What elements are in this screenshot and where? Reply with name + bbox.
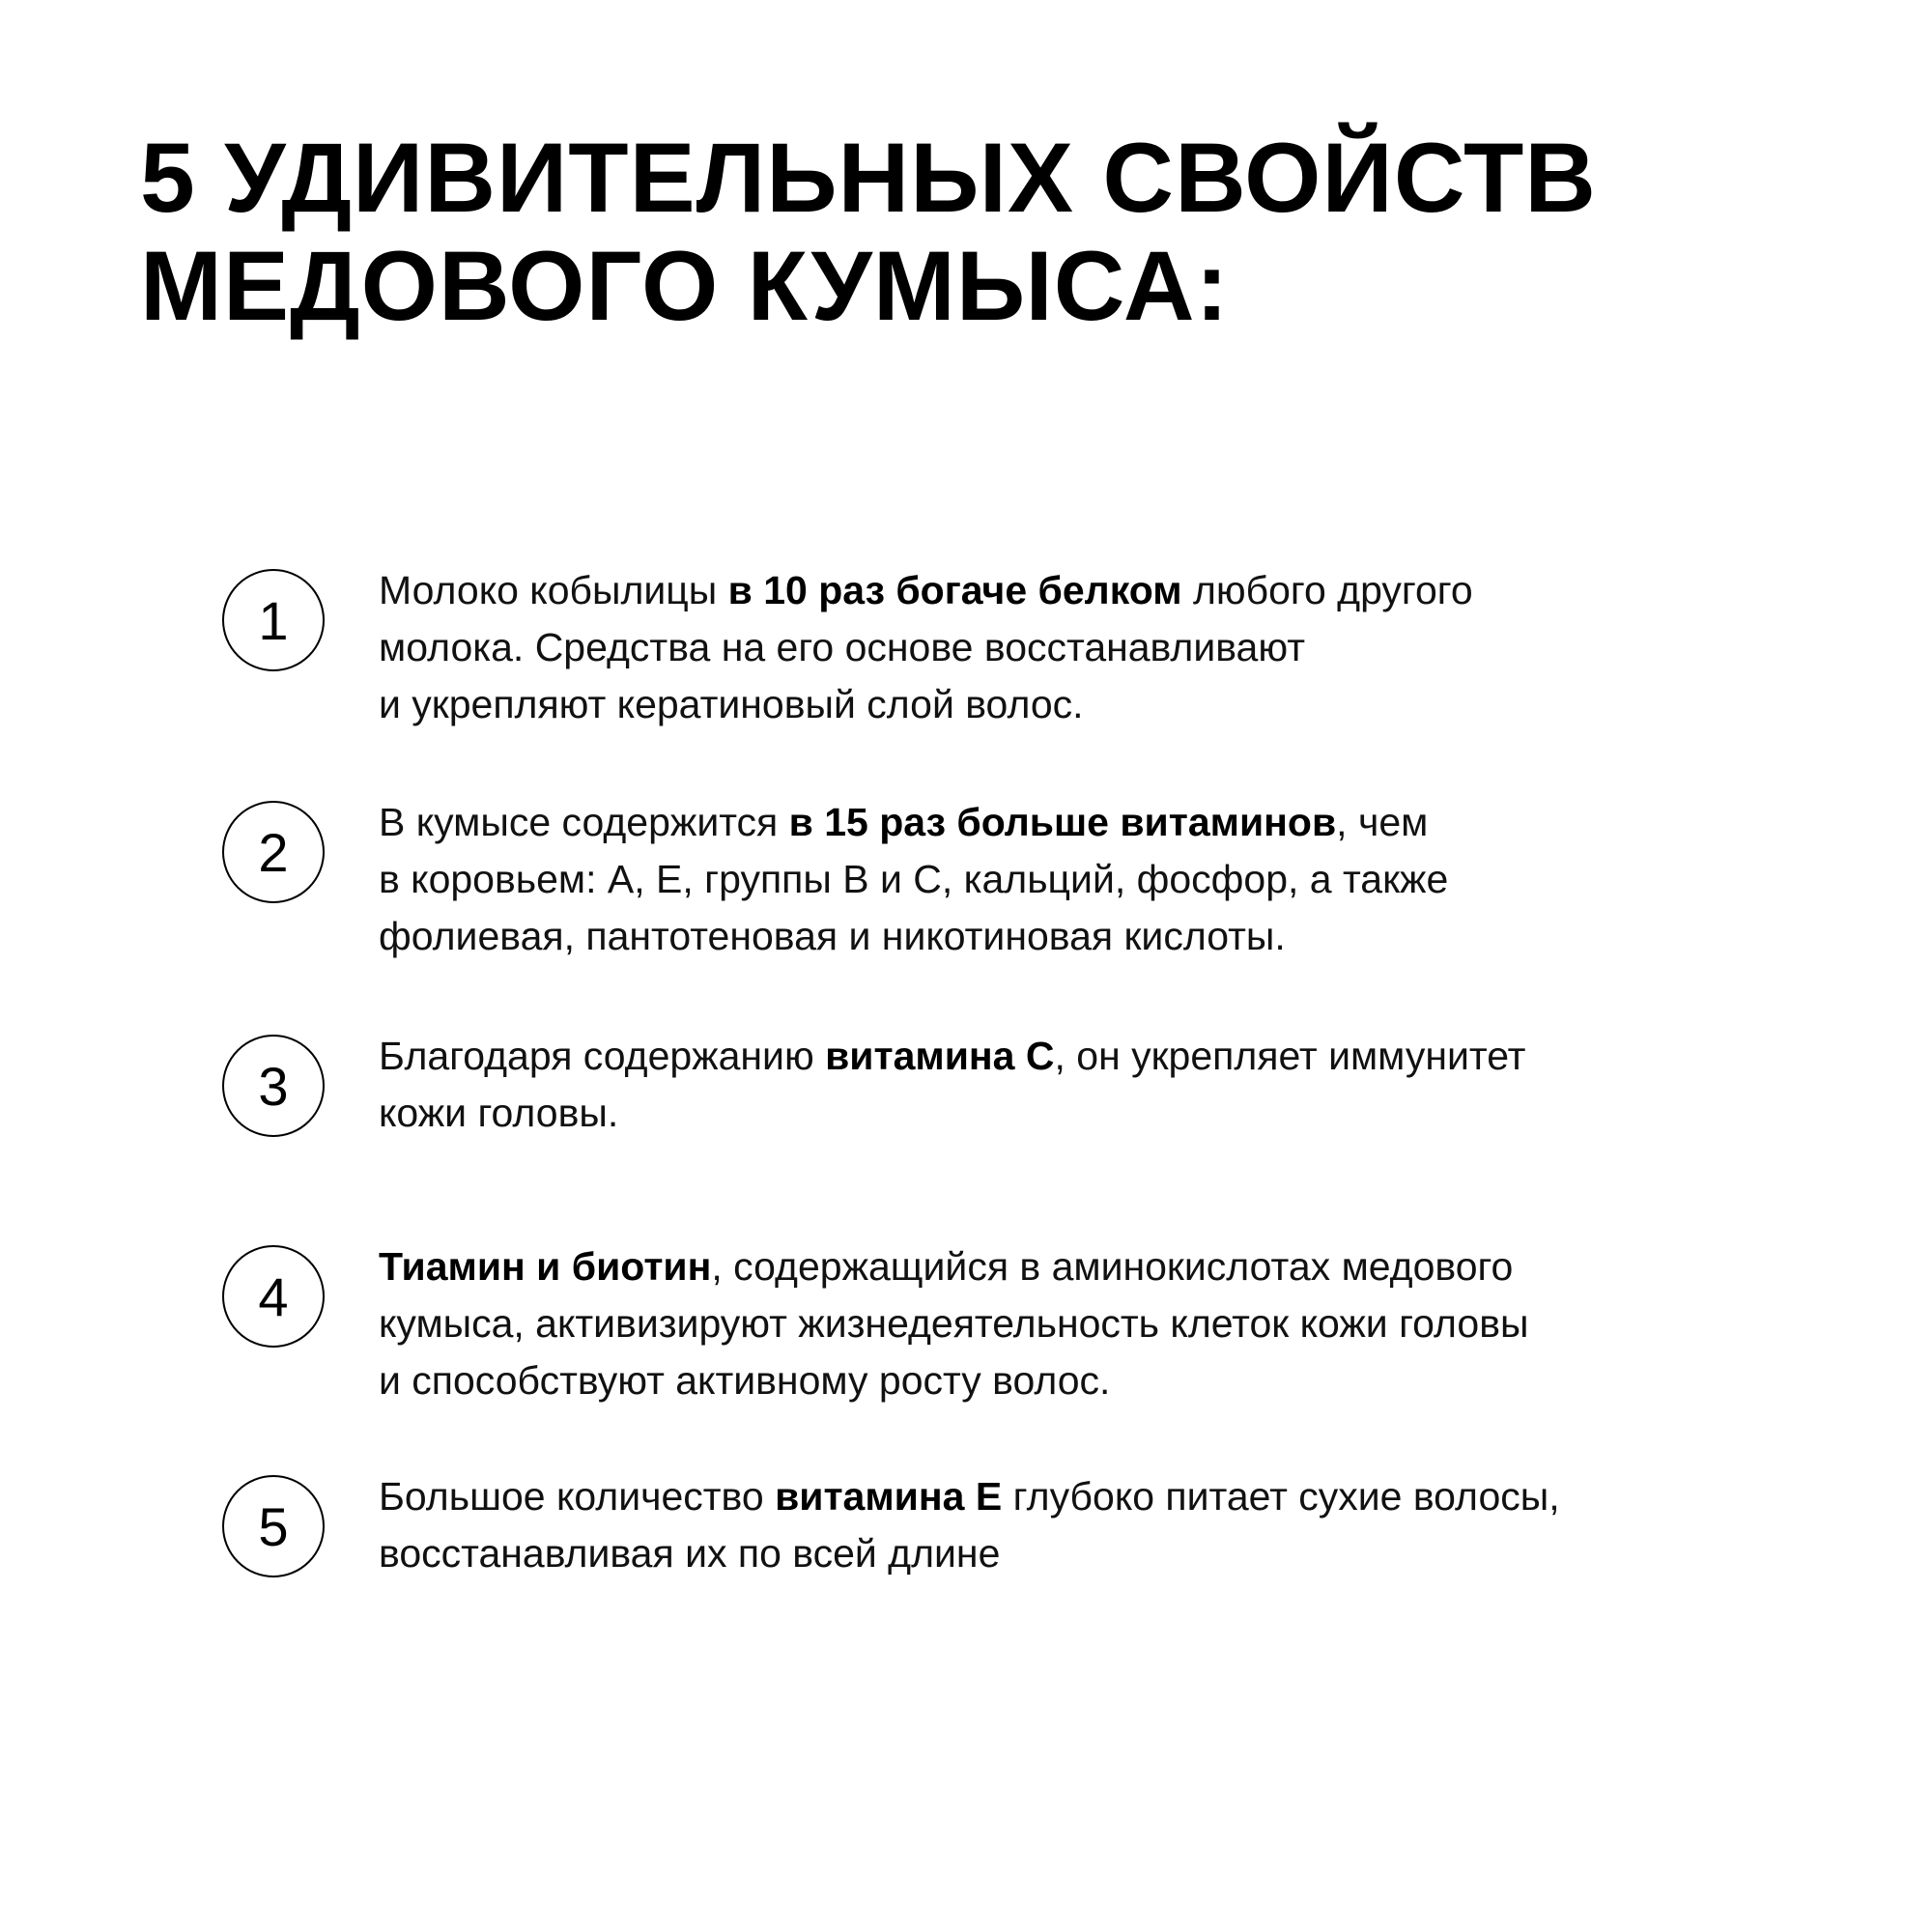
item-description-line [379, 908, 1731, 965]
highlighted-text: в 15 раз больше витаминов [788, 800, 1337, 844]
item-description-line [379, 1525, 1731, 1582]
item-description-line [379, 851, 1731, 908]
text-segment: глубоко питает сухие волосы, [1002, 1474, 1560, 1519]
highlighted-text: витамина С [825, 1034, 1055, 1078]
highlighted-text: витамина Е [775, 1474, 1003, 1519]
page-title [140, 124, 1597, 340]
text-segment: кумыса, активизируют жизнедеятельность клеток кожи головы [379, 1301, 1529, 1346]
text-segment: фолиевая, пантотеновая и никотиновая кислоты. [379, 914, 1286, 958]
text-segment: восстанавливая их по всей длине [379, 1531, 1001, 1576]
item-description-line [379, 676, 1731, 733]
item-description-line [379, 1028, 1731, 1085]
text-segment: любого другого [1181, 568, 1473, 612]
item-number-circle: 1 [222, 569, 325, 671]
text-segment: Благодаря содержанию [379, 1034, 826, 1078]
text-segment: Большое количество [379, 1474, 776, 1519]
text-segment: , чем [1336, 800, 1429, 844]
page-title-line-2: МЕДОВОГО КУМЫСА: [140, 231, 1230, 341]
item-description-line [379, 562, 1731, 619]
text-segment: и способствуют активному росту волос. [379, 1358, 1111, 1403]
item-description-line [379, 1468, 1731, 1525]
item-description [379, 1028, 1731, 1142]
item-number-circle: 2 [222, 801, 325, 903]
text-segment: молока. Средства на его основе восстанавливают [379, 625, 1305, 669]
item-description [379, 1238, 1731, 1409]
text-segment: Молоко кобылицы [379, 568, 728, 612]
item-description [379, 794, 1731, 965]
item-description [379, 562, 1731, 733]
text-segment: , он укрепляет иммунитет [1054, 1034, 1526, 1078]
highlighted-text: в 10 раз богаче белком [727, 568, 1182, 612]
highlighted-text: Тиамин и биотин [379, 1244, 712, 1289]
item-number-circle: 4 [222, 1245, 325, 1348]
item-description-line [379, 619, 1731, 676]
page-title-line-1: 5 УДИВИТЕЛЬНЫХ СВОЙСТВ [140, 123, 1597, 233]
item-description-line [379, 794, 1731, 851]
text-segment: кожи головы. [379, 1091, 619, 1135]
item-description-line [379, 1238, 1731, 1295]
text-segment: В кумысе содержится [379, 800, 789, 844]
item-number-circle: 3 [222, 1035, 325, 1137]
item-description-line [379, 1085, 1731, 1142]
text-segment: в коровьем: А, Е, группы В и С, кальций, фосфор, а также [379, 857, 1449, 901]
text-segment: , содержащийся в аминокислотах медового [711, 1244, 1514, 1289]
item-number-circle: 5 [222, 1475, 325, 1577]
item-description-line [379, 1295, 1731, 1352]
text-segment: и укрепляют кератиновый слой волос. [379, 682, 1084, 726]
item-description-line [379, 1352, 1731, 1409]
item-description [379, 1468, 1731, 1582]
